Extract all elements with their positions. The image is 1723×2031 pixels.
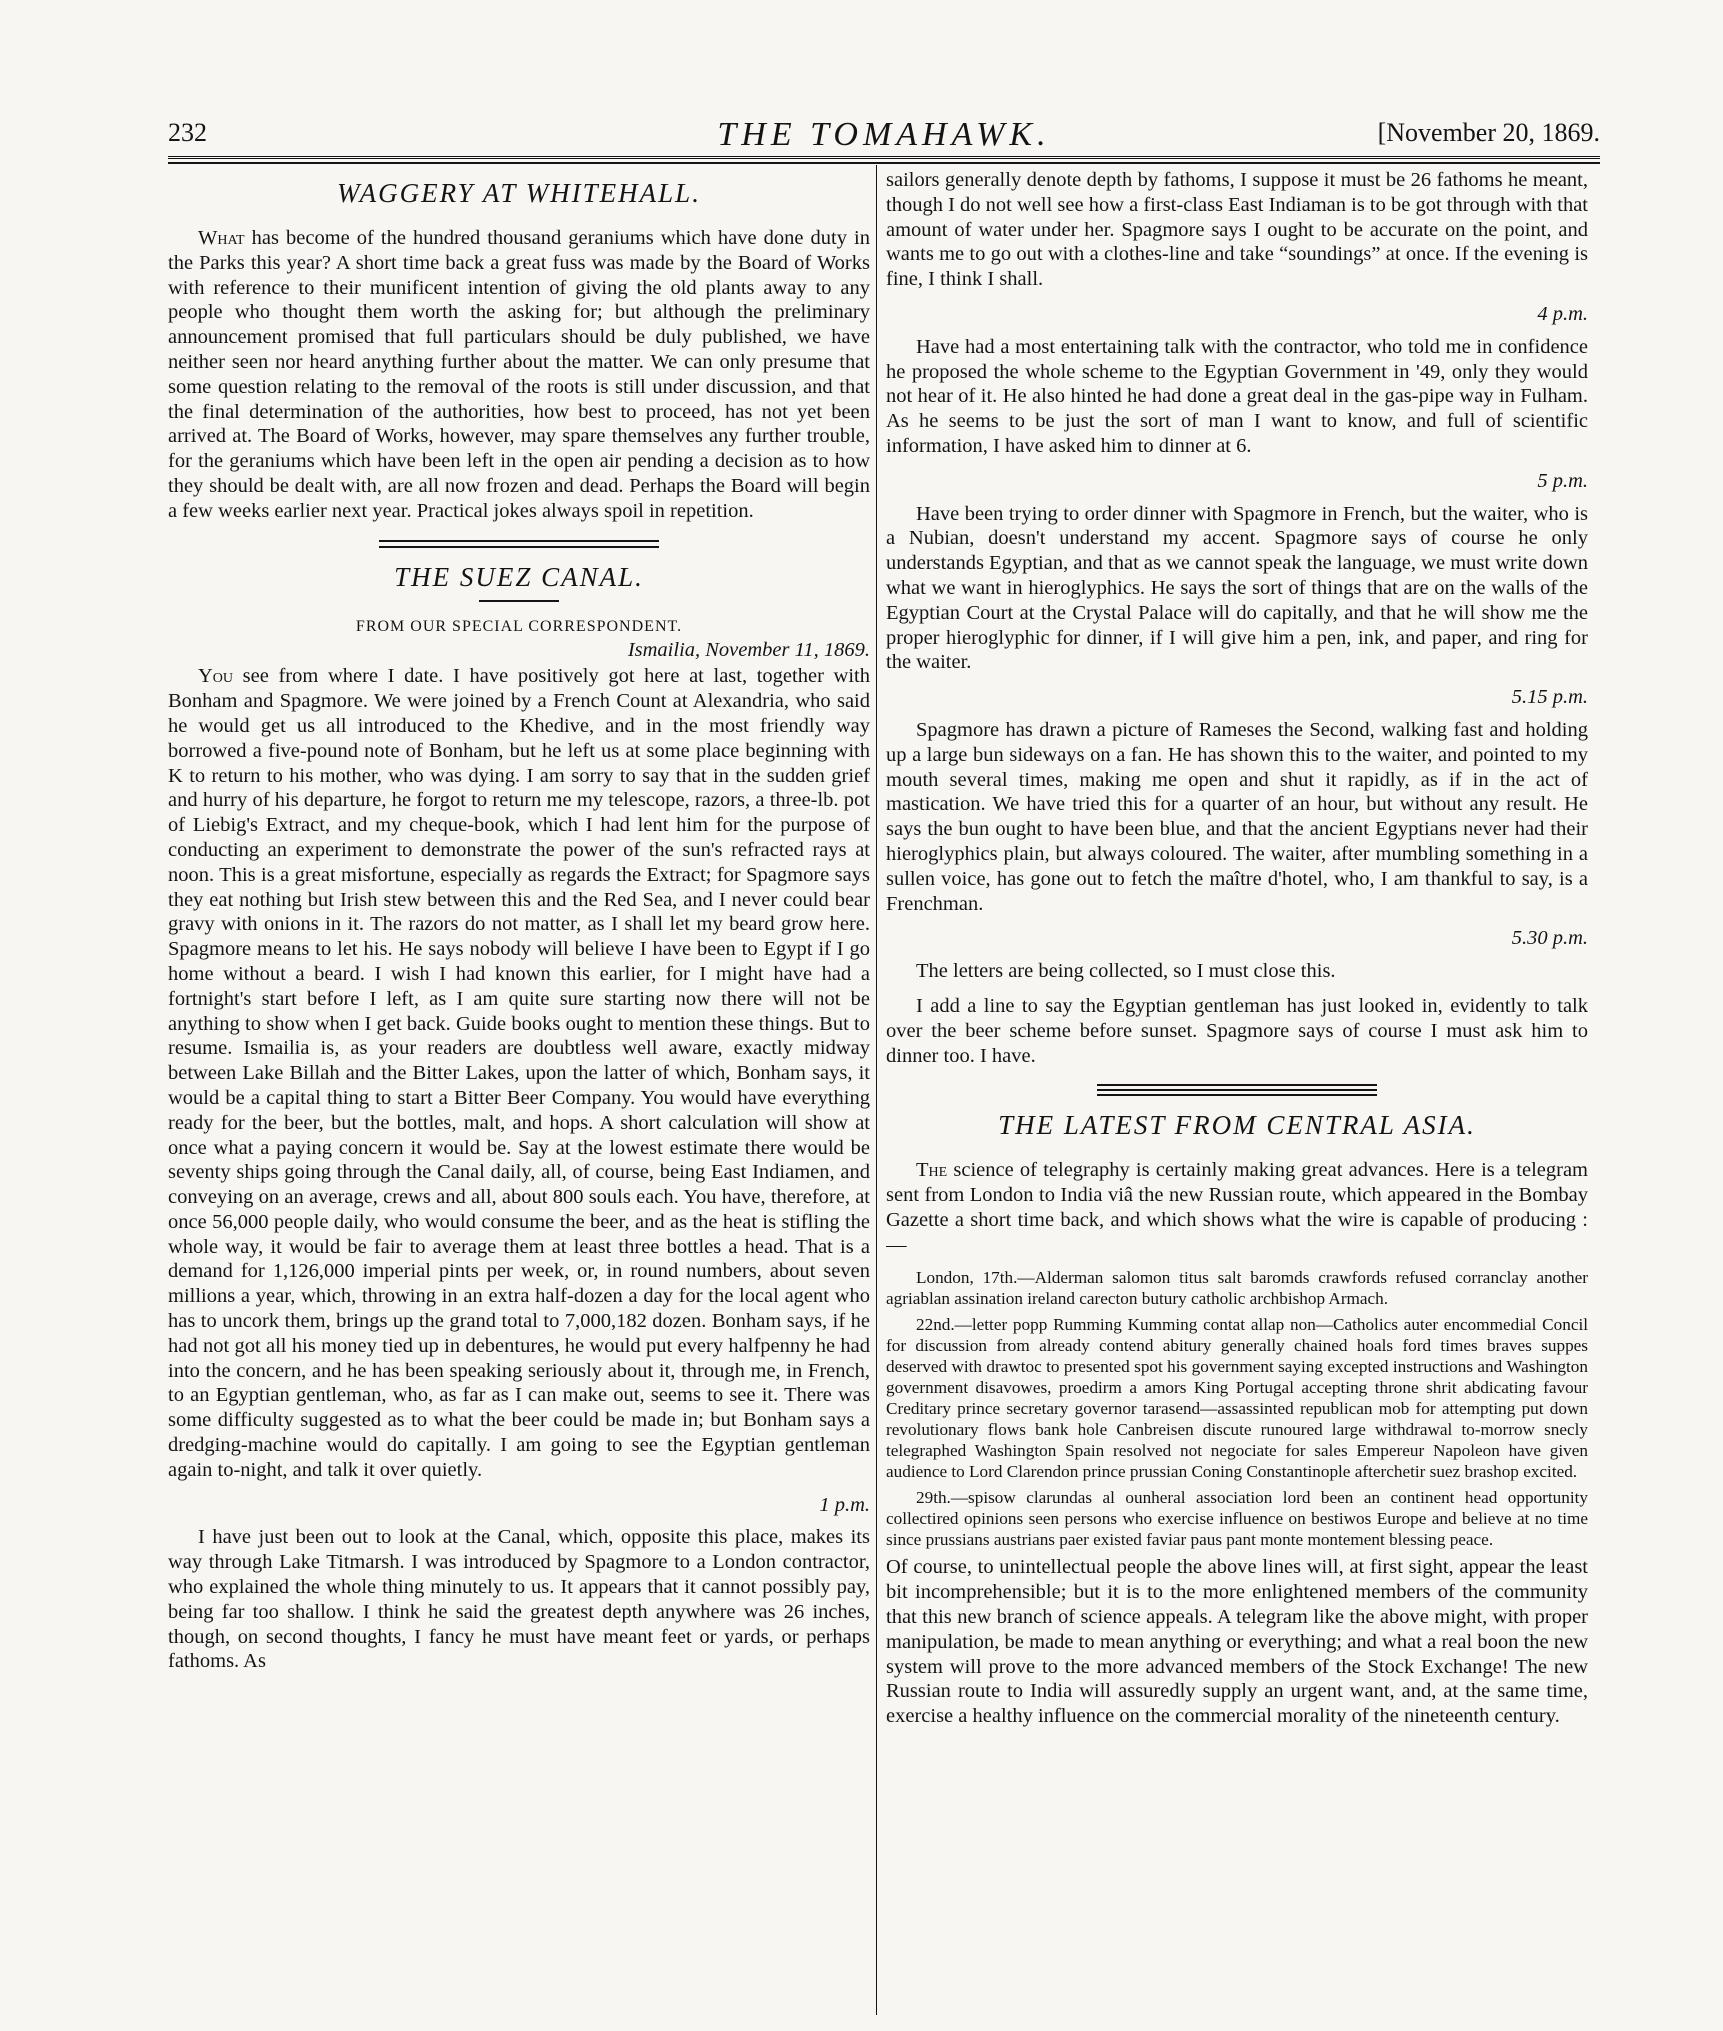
article-paragraph: Of course, to unintellectual people the above lines will, at first sight, appear the least bit incomprehensible; but it is to the more enlightened members of the community that this new branch of science appeals. A telegram like the above might, with proper manipulation, be made to mean anything or everything; and what a real boon the new system will prove to the more advanced members of the Stock Exchange! The new Russian route to India will assuredly supply an urgent want, and, at the same time, exercise a healthy influence on the commercial morality of the nineteenth century. (886, 1556, 1588, 1728)
byline: FROM OUR SPECIAL CORRESPONDENT. (355, 617, 683, 635)
article-paragraph: I add a line to say the Egyptian gentleman has just looked in, evidently to talk over the beer scheme before sunset. Spagmore says of course I must ask him to dinner too. I have. (886, 994, 1588, 1067)
article-title-waggery: WAGGERY AT WHITEHALL. (337, 178, 701, 208)
lead-word: What (198, 227, 245, 249)
masthead-rule (168, 162, 1600, 164)
article-separator (1097, 1084, 1377, 1096)
article-paragraph: The science of telegraphy is certainly making great advances. Here is a telegram sent from London to India viâ the new Russian route, which appeared in the Bombay Gazette a short time back, and which shows what the wire is capable of producing :— (886, 1159, 1588, 1256)
time-stamp: 5.30 p.m. (1511, 927, 1588, 950)
article-paragraph: You see from where I date. I have positively got here at last, together with Bonham and Spagmore. We were joined by a French Count at Alexandria, who said he would get us all introduced to the Khedive, and in the most friendly way borrowed a five-pound note of Bonham, but he left us at some place beginning with K to return to his mother, who was dying. I am sorry to say that in the sudden grief and hurry of his departure, he forgot to return me my telescope, razors, a three-lb. pot of Liebig's Extract, and my cheque-book, which I had lent him for the purpose of conducting an experiment to demonstrate the power of the sun's refracted rays at noon. This is a great misfortune, especially as regards the Extract; for Spagmore says they eat nothing but Irish stew between this and the Red Sea, and I never could bear gravy with onions in it. The razors do not matter, as I shall let my beard grow here. Spagmore means to let his. He says nobody will believe I have been to Egypt if I go home without a beard. I wish I had known this earlier, for I might have had a fortnight's start before I left, as I am quite sure starting now there will not be anything to show when I get back. Guide books ought to mention these things. But to resume. Ismailia is, as your readers are doubtless well aware, exactly midway between Lake Billah and the Bitter Lakes, upon the latter of which, Bonham says, it would be a capital thing to start a Bitter Beer Company. You would have everything ready for the beer, but the bottles, malt, and hops. A short calculation will show at once what a paying concern it would be. Say at the lowest estimate there would be seventy ships going through the Canal daily, all, of course, being East Indiamen, and conveying on an average, crews and all, about 800 souls each. You have, therefore, at once 56,000 people daily, who would consume the beer, and as the heat is stifling the whole way, it would be fair to average them at least three bottles a head. That is a demand for 1,126,000 imperial pints per week, or, in round numbers, about seven millions a year, which, throwing in an extra half-dozen a day for the local agent who has to uncork them, brings up the grand total to 7,000,182 dozen. Bonham says, if he had not got all his money tied up in debentures, he would put every halfpenny he had into the concern, and he has been speaking seriously about it, through me, in French, to an Egyptian gentleman, who, as far as I can make out, seems to see it. There was some difficulty suggested as to what the beer could be made in; but Bonham says a dredging-machine would do capitally. I am going to see the Egyptian gentleman again to-night, and talk it over quietly. (168, 665, 870, 1481)
issue-date: [November 20, 1869. (1377, 118, 1600, 147)
title-rule (479, 600, 559, 602)
article-paragraph: Have been trying to order dinner with Spagmore in French, but the waiter, who is a Nubian, doesn't understand my accent. Spagmore says of course he only understands Egyptian, and that as we cannot speak the language, we must write down what we want in hieroglyphics. He says the sort of things that are on the walls of the Egyptian Court at the Crystal Palace will do capitally, and that he will show me the proper hieroglyphic for dinner, if I will give him a pen, ink, and paper, and ring for the waiter. (886, 502, 1588, 674)
telegram-entry: London, 17th.—Alderman salomon titus salt baromds crawfords refused corranclay another agriablan assination ireland carecton butury catholic archbishop Armach. (886, 1268, 1588, 1309)
time-stamp: 5 p.m. (1537, 469, 1588, 492)
time-stamp: 4 p.m. (1537, 302, 1588, 325)
telegram-entry: 22nd.—letter popp Rumming Kumming contat allap non—Catholics auter encommedial Concil for discussion from already contend abitury generally chained hoals ford times braves suppes deserved with drawtoc to presented spot his government saying excepted instructions and Washington government disavowes, proedirm a amors King Portugal accepting throne shrit abdicating favour Creditary prince secretary governor tarasend—assassinted republican mob for attempting put down revolutionary flows bank hole Canbreisen discute runoured large withdrawal to-morrow snecly telegraphed Washington Spain resolved not negociate for sales Empereur Napoleon have given audience to Lord Clarendon prince prussian Coning Constantinople afterchetir suez brashop excited. (886, 1315, 1588, 1482)
article-title-suez: THE SUEZ CANAL. (394, 561, 644, 592)
dateline: Ismailia, November 11, 1869. (627, 638, 870, 661)
right-column (886, 168, 1588, 2013)
left-column (168, 168, 870, 2013)
article-paragraph: What has become of the hundred thousand geraniums which have done duty in the Parks this year? A short time back a great fuss was made by the Board of Works with reference to their munificent intention of giving the old plants away to any people who thought them worth the asking for; but although the preliminary announcement promised that full particulars should be duly published, we have neither seen nor heard anything further about the matter. We can only presume that some question relating to the removal of the roots is still under discussion, and that the final determination of the authorities, how best to proceed, has not yet been arrived at. The Board of Works, however, may spare themselves any further trouble, for the geraniums which have been left in the open air pending a decision as to how they should be dealt with, are all now frozen and dead. Perhaps the Board will begin a few weeks earlier next year. Practical jokes always spoil in repetition. (168, 227, 870, 522)
masthead (168, 116, 1600, 159)
article-separator (379, 540, 659, 548)
newspaper-title: THE TOMAHAWK. (717, 116, 1051, 153)
lead-word: You (198, 665, 234, 688)
article-paragraph: The letters are being collected, so I must close this. (916, 960, 1336, 983)
column-divider (876, 165, 877, 2015)
article-paragraph: Have had a most entertaining talk with the contractor, who told me in confidence he proposed the whole scheme to the Egyptian Government in '49, only they would not hear of it. He also hinted he had done a great deal in the gas-pipe way in Fulham. As he seems to be just the sort of man I want to know, and full of scientific information, I have asked him to dinner at 6. (886, 335, 1588, 457)
page-number: 232 (168, 118, 207, 147)
article-paragraph: I have just been out to look at the Canal, which, opposite this place, makes its way through Lake Titmarsh. I was introduced by Spagmore to a London contractor, who explained the whole thing minutely to us. It appears that it cannot possibly pay, being far too shallow. I think he said the greatest depth anywhere was 26 inches, though, on second thoughts, I fancy he must have meant feet or yards, or perhaps fathoms. As (168, 1526, 870, 1673)
time-stamp: 1 p.m. (819, 1493, 870, 1516)
lead-word: The (916, 1159, 948, 1182)
article-paragraph: sailors generally denote depth by fathoms, I suppose it must be 26 fathoms he meant, though I do not well see how a first-class East Indiaman is to be got through with that amount of water under her. Spagmore says I ought to be accurate on the point, and wants me to go out with a clothes-line and take “soundings” at once. If the evening is fine, I think I shall. (886, 169, 1588, 291)
article-paragraph: Spagmore has drawn a picture of Rameses the Second, walking fast and holding up a large bun sideways on a fan. He has shown this to the waiter, and pointed to my mouth several times, making me open and shut it rapidly, as if in the act of mastication. We have tried this for a quarter of an hour, but without any result. He says the bun ought to have been blue, and that the ancient Egyptians never had their hieroglyphics plain, but always coloured. The waiter, after mumbling something in a sullen voice, has gone out to fetch the maître d'hotel, who, I am thankful to say, is a Frenchman. (886, 718, 1588, 915)
time-stamp: 5.15 p.m. (1511, 686, 1588, 709)
article-title-central-asia: THE LATEST FROM CENTRAL ASIA. (998, 1110, 1476, 1141)
telegram-entry: 29th.—spisow clarundas al ounheral association lord been an continent head opportunity collectired opinions seen persons who exercise influence on bestiwos Europe and believe at no time since prussians austrians paer existed faviar paus pant monte montement blessing peace. (886, 1488, 1588, 1550)
